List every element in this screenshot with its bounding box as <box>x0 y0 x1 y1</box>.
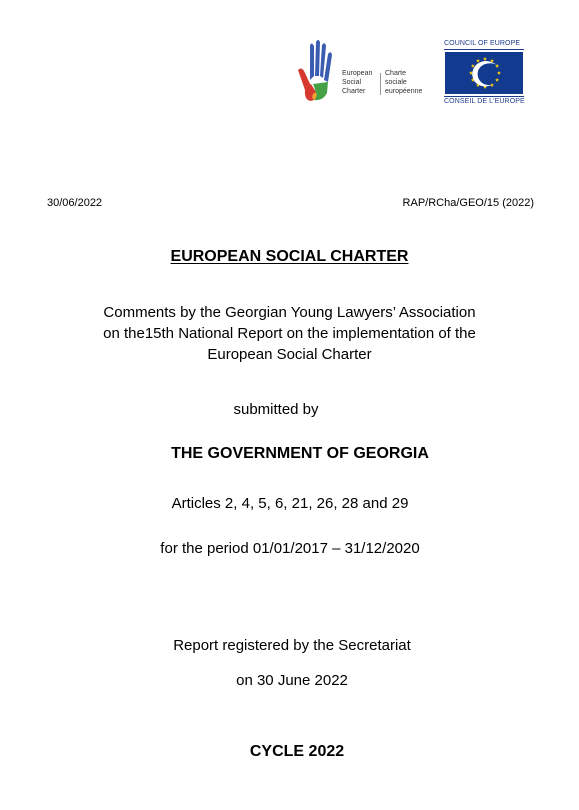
reporting-period: for the period 01/01/2017 – 31/12/2020 <box>160 540 420 557</box>
comments-heading <box>0 302 579 365</box>
logo-rule <box>444 96 524 97</box>
charter-name-english: European Social Charter <box>342 70 373 95</box>
comments-line: European Social Charter <box>207 346 372 363</box>
document-title-text: EUROPEAN SOCIAL CHARTER <box>170 248 409 265</box>
document-title <box>0 247 579 266</box>
hand-logo-icon <box>296 40 338 102</box>
council-of-europe-label: COUNCIL OF EUROPE <box>444 40 521 47</box>
logo-rule <box>444 49 524 50</box>
council-of-europe-logo <box>444 40 526 108</box>
document-date: 30/06/2022 <box>47 197 103 209</box>
articles-list: Articles 2, 4, 5, 6, 21, 26, 28 and 29 <box>171 495 409 512</box>
government-name: THE GOVERNMENT OF GEORGIA <box>171 445 429 462</box>
logo-divider <box>380 73 381 95</box>
european-social-charter-logo <box>296 40 466 106</box>
charter-name-french: Charte sociale européenne <box>385 70 423 95</box>
registration-date: on 30 June 2022 <box>236 672 348 689</box>
council-of-europe-emblem-icon <box>445 52 523 94</box>
submitted-by-label: submitted by <box>233 401 319 418</box>
cycle-label: CYCLE 2022 <box>249 743 345 760</box>
comments-line: on the15th National Report on the implementation of the <box>103 325 476 342</box>
document-reference: RAP/RCha/GEO/15 (2022) <box>402 197 534 209</box>
registration-note: Report registered by the Secretariat <box>173 637 411 654</box>
conseil-de-l-europe-label: CONSEIL DE L'EUROPE <box>444 98 525 105</box>
comments-line: Comments by the Georgian Young Lawyers’ Association <box>103 304 476 321</box>
